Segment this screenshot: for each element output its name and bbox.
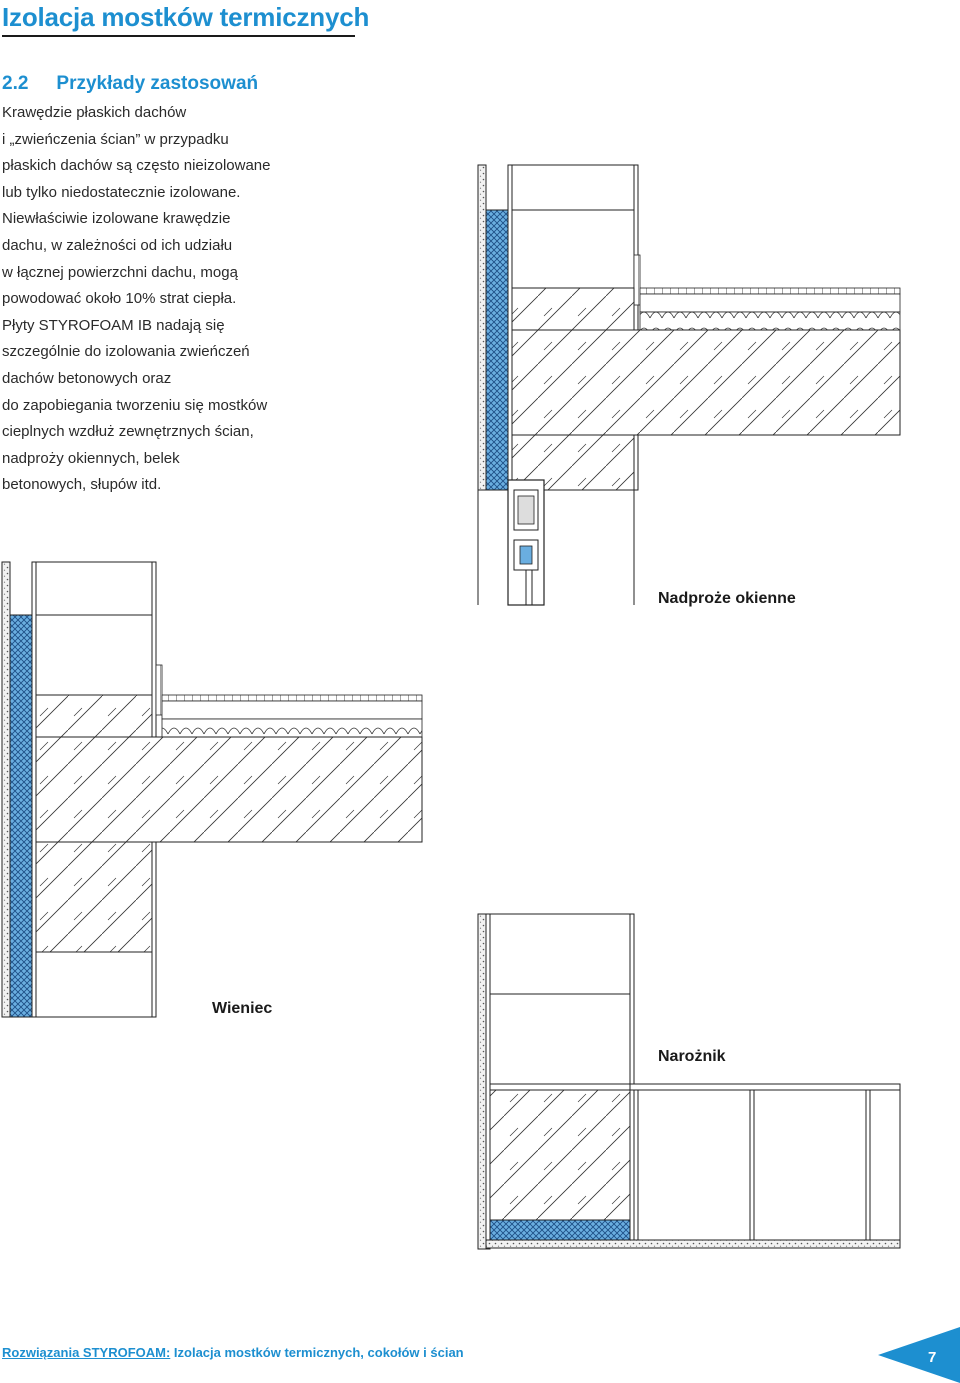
footer-brand: Rozwiązania STYROFOAM: bbox=[2, 1345, 171, 1360]
body-line: szczególnie do izolowania zwieńczeń bbox=[2, 343, 250, 361]
body-line: w łącznej powierzchni dachu, mogą bbox=[2, 263, 238, 281]
ring-beam-drawing bbox=[0, 560, 430, 1020]
body-line: i „zwieńczenia ścian” w przypadku bbox=[2, 130, 229, 148]
page-title: Izolacja mostków termicznych bbox=[2, 2, 370, 32]
body-line: powodować około 10% strat ciepła. bbox=[2, 290, 237, 308]
footer-title: Izolacja mostków termicznych, cokołów i ścian bbox=[170, 1345, 464, 1360]
corner-drawing bbox=[470, 912, 910, 1254]
body-line: do zapobiegania tworzeniu się mostków bbox=[2, 396, 268, 414]
body-line: nadproży okiennych, belek bbox=[2, 449, 180, 467]
section-number: 2.2 bbox=[2, 73, 29, 94]
body-line: dachów betonowych oraz bbox=[2, 369, 172, 387]
body-line: lub tylko niedostatecznie izolowane. bbox=[2, 183, 241, 201]
title-underline bbox=[2, 35, 355, 37]
page-number: 7 bbox=[928, 1349, 937, 1366]
page-badge bbox=[878, 1327, 960, 1383]
body-line: dachu, w zależności od ich udziału bbox=[2, 236, 233, 254]
body-line: płaskich dachów są często nieizolowane bbox=[2, 157, 271, 175]
body-line: cieplnych wzdłuż zewnętrznych ścian, bbox=[2, 423, 254, 441]
footer-text bbox=[2, 1345, 464, 1360]
body-line: Niewłaściwie izolowane krawędzie bbox=[2, 210, 231, 228]
section-title: Przykłady zastosowań bbox=[56, 73, 259, 94]
ring-beam-label: Wieniec bbox=[212, 1000, 273, 1017]
lintel-drawing bbox=[470, 160, 910, 610]
corner-label: Narożnik bbox=[658, 1048, 726, 1065]
body-line: Krawędzie płaskich dachów bbox=[2, 104, 187, 121]
lintel-label: Nadproże okienne bbox=[658, 590, 796, 607]
body-paragraph bbox=[2, 100, 302, 499]
section-heading bbox=[2, 73, 258, 95]
body-line: betonowych, słupów itd. bbox=[2, 476, 162, 494]
body-line: Płyty STYROFOAM IB nadają się bbox=[2, 316, 225, 334]
